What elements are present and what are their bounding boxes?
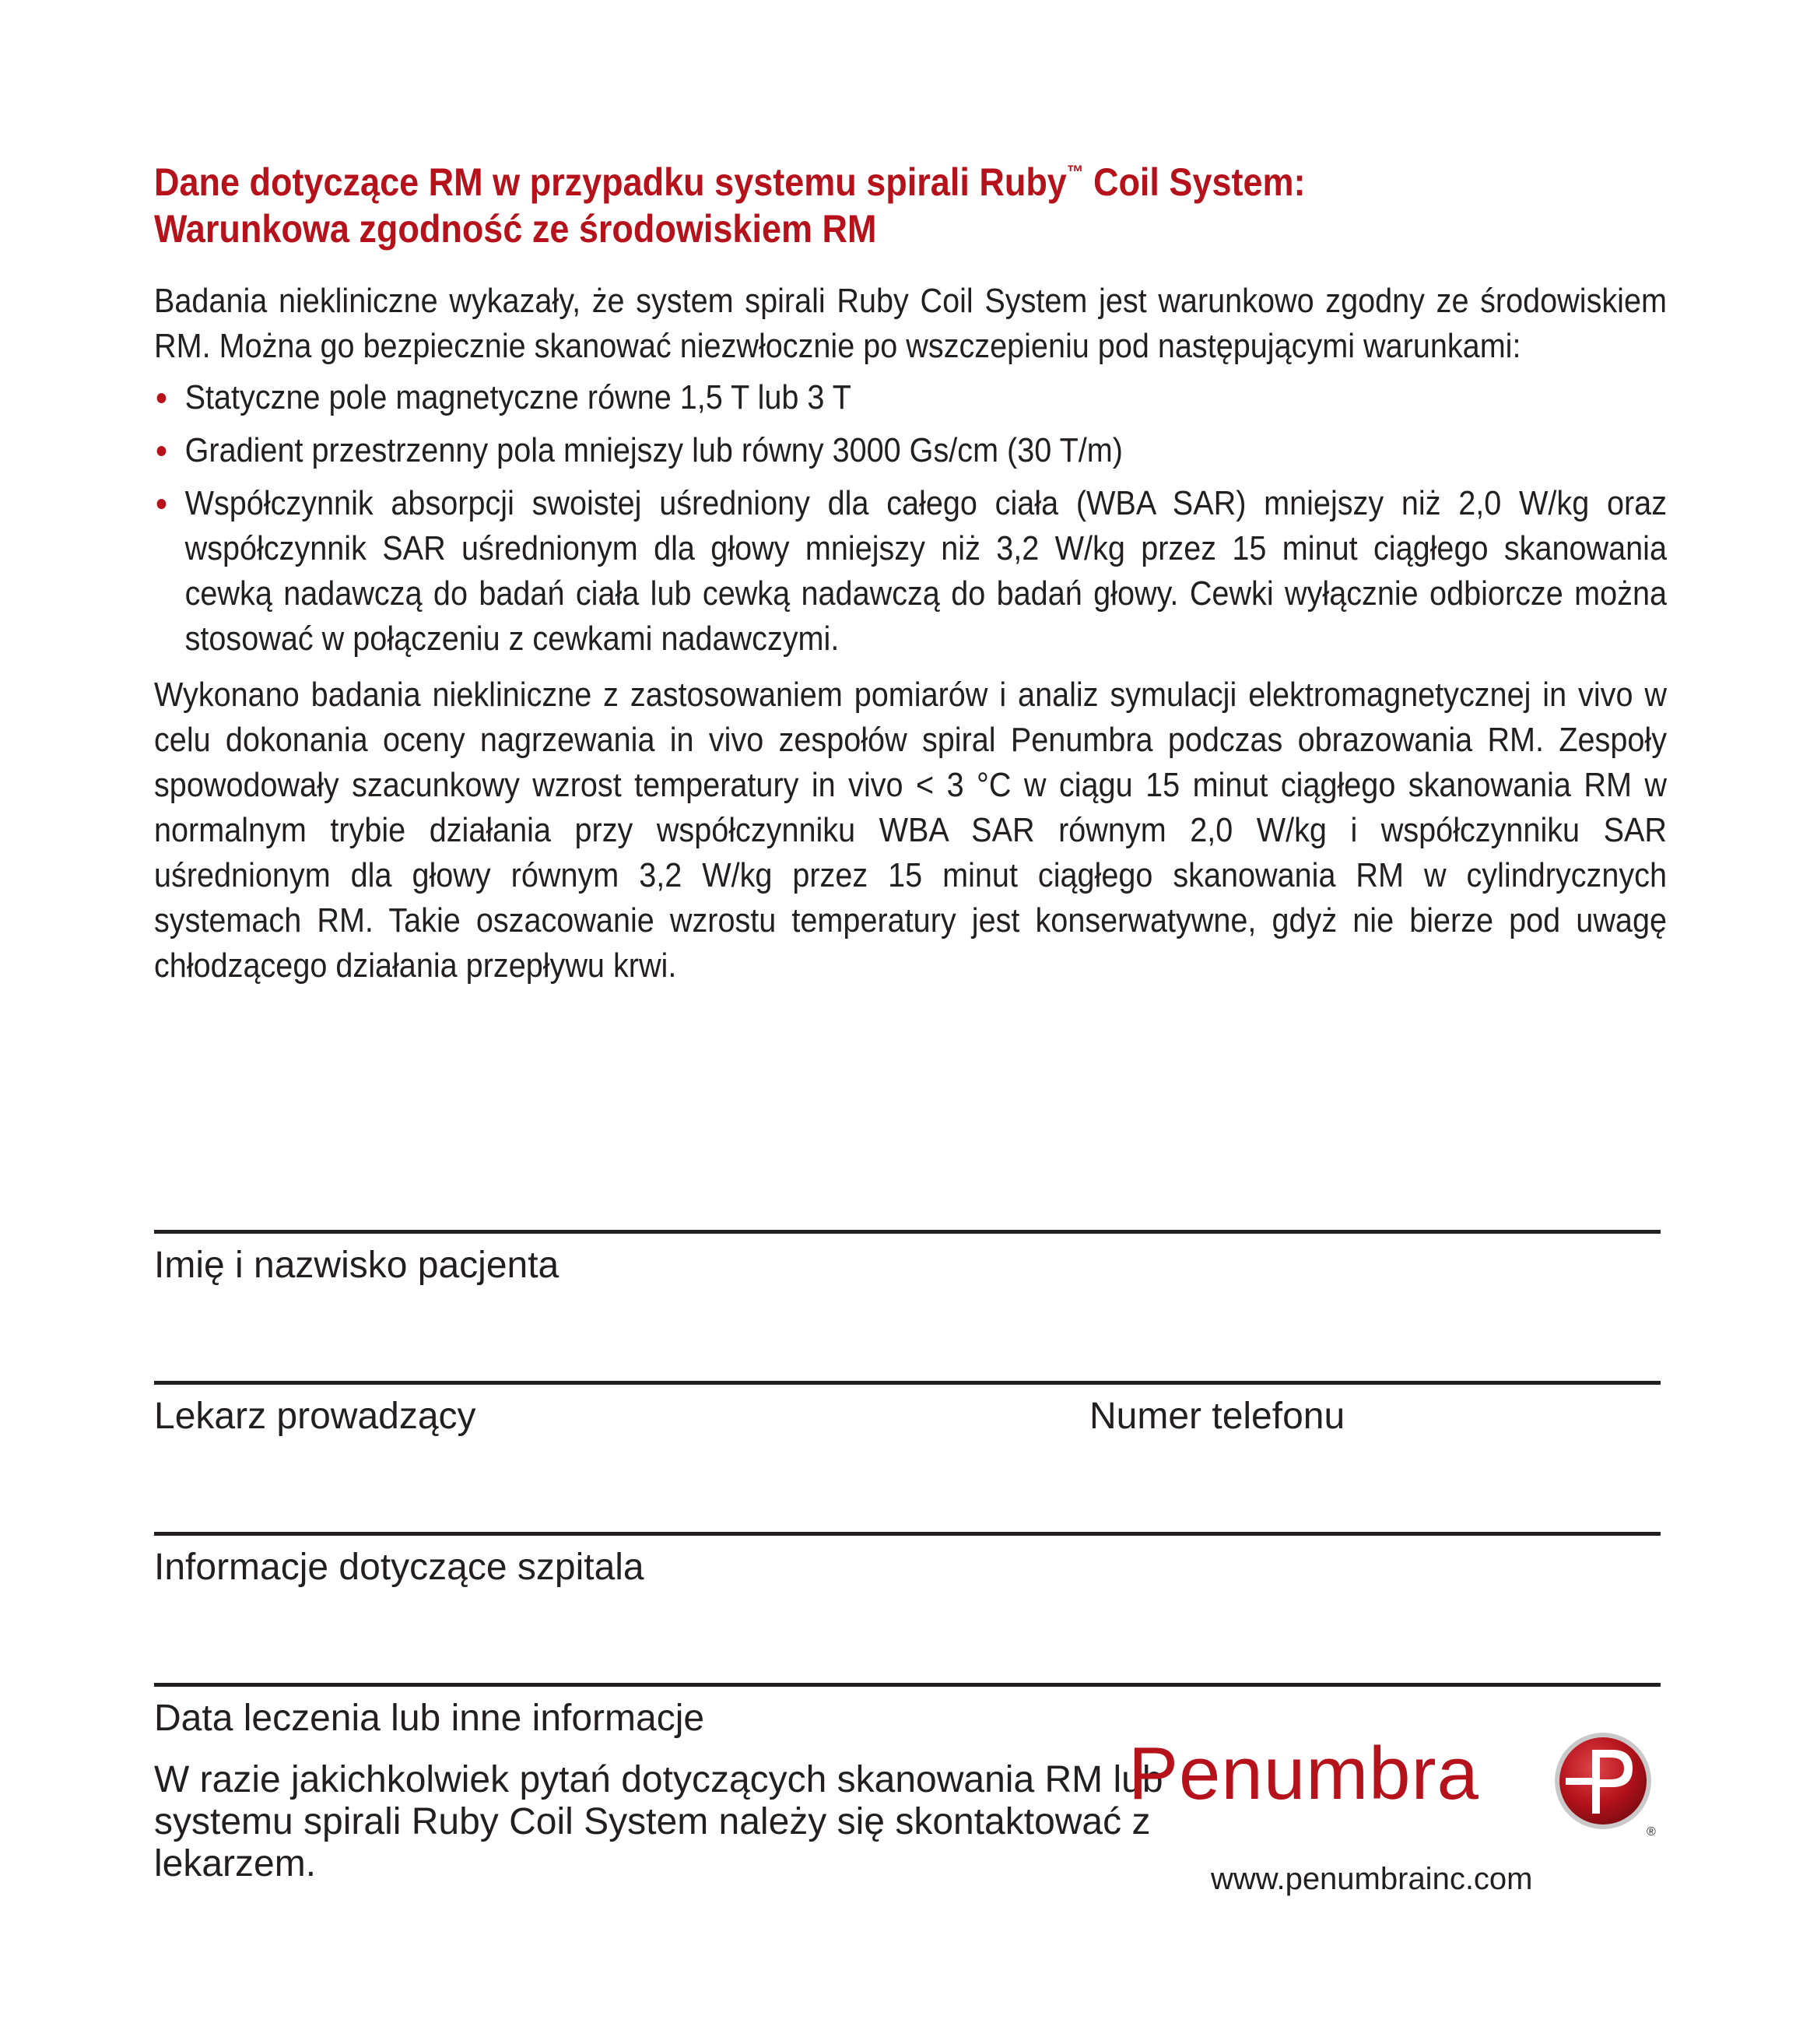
condition-text: Współczynnik absorpcji swoistej uśredniony dla całego ciała (WBA SAR) mniejszy niż 2,0 W/kg oraz współczynnik SAR uśrednionym dla głowy mniejszy niż 3,2 W/kg przez 15 minut ciągłego skanowania cewką nadawczą do badań ciała lub cewką nadawczą do badań głowy. Cewki wyłącznie odbiorcze można stosować w połączeniu z cewkami nadawczymi.: [184, 484, 1668, 658]
card-title: [154, 149, 1527, 252]
hospital-line[interactable]: [154, 1532, 1661, 1536]
patient-name-label: Imię i nazwisko pacjenta: [154, 1245, 559, 1286]
brand-wordmark: Penumbra: [1128, 1732, 1479, 1815]
contact-note: W razie jakichkolwiek pytań dotyczących skanowania RM lub systemu spirali Ruby Coil System należy się skontaktować z lekarzem.: [154, 1759, 1163, 1884]
registered-mark: ®: [1647, 1825, 1656, 1839]
title-line-1-end: Coil System:: [1083, 160, 1306, 204]
physician-label: Lekarz prowadzący: [154, 1396, 476, 1437]
title-line-1: [154, 160, 1306, 204]
bullet-icon: [157, 446, 167, 456]
treatment-date-label: Data leczenia lub inne informacje: [154, 1698, 705, 1739]
hospital-label: Informacje dotyczące szpitala: [154, 1547, 644, 1588]
conditions-list: [154, 375, 1667, 662]
condition-text: Gradient przestrzenny pola mniejszy lub równy 3000 Gs/cm (30 T/m): [184, 431, 1123, 469]
title-line-1-text: Dane dotyczące RM w przypadku systemu spirali Ruby: [154, 160, 1067, 204]
bullet-icon: [157, 393, 167, 403]
treatment-date-line[interactable]: [154, 1683, 1661, 1687]
mri-info-body: [154, 279, 1667, 989]
intro-paragraph: Badania niekliniczne wykazały, że system spirali Ruby Coil System jest warunkowo zgodny ze środowiskiem RM. Można go bezpiecznie skanować niezwłocznie po wszczepieniu pod następującymi warunkami:: [154, 282, 1667, 365]
condition-item: [154, 375, 1667, 420]
testing-paragraph: Wykonano badania niekliniczne z zastosowaniem pomiarów i analiz symulacji elektromagnetycznej in vivo w celu dokonania oceny nagrzewania in vivo zespołów spiral Penumbra podczas obrazowania RM. Zespoły spowodowały szacunkowy wzrost temperatury in vivo < 3 °C w ciągu 15 minut ciągłego skanowania RM w normalnym trybie działania przy współczynniku WBA SAR równym 2,0 W/kg i współczynniku SAR uśrednionym dla głowy równym 3,2 W/kg przez 15 minut ciągłego skanowania RM w cylindrycznych systemach RM. Takie oszacowanie wzrostu temperatury jest konserwatywne, gdyż nie bierze pod uwagę chłodzącego działania przepływu krwi.: [154, 676, 1667, 985]
bullet-icon: [157, 499, 167, 509]
physician-line[interactable]: [154, 1381, 1661, 1385]
patient-name-line[interactable]: [154, 1230, 1661, 1234]
condition-text: Statyczne pole magnetyczne równe 1,5 T lub 3 T: [184, 378, 851, 416]
condition-item: [154, 428, 1667, 473]
phone-label: Numer telefonu: [1089, 1396, 1345, 1437]
penumbra-p-logo-icon: [1549, 1726, 1665, 1843]
condition-item: [154, 481, 1667, 662]
trademark-symbol: ™: [1066, 162, 1084, 183]
website-link[interactable]: www.penumbrainc.com: [1211, 1862, 1533, 1896]
title-line-2: Warunkowa zgodność ze środowiskiem RM: [154, 207, 877, 251]
